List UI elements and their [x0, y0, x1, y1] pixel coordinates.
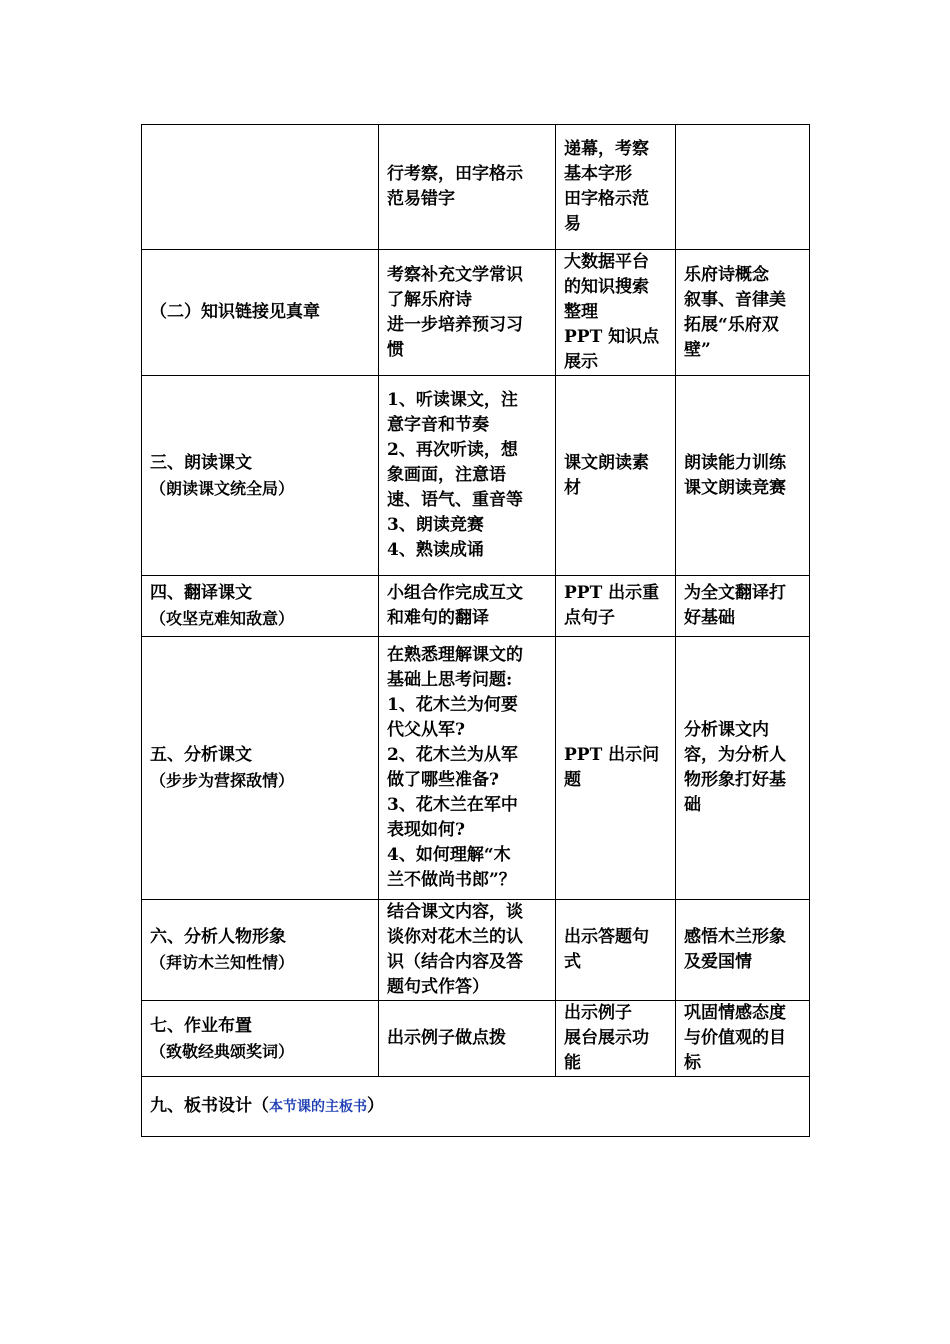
goal-text: 好基础: [684, 608, 735, 628]
media-text: 能: [564, 1053, 581, 1073]
goal-text: 础: [684, 795, 701, 815]
media-text: 出示例子: [564, 1003, 632, 1023]
activity-text: 2、花木兰为从军: [387, 745, 518, 765]
activity-text: 1、听读课文，注: [387, 390, 518, 410]
goal-text: 分析课文内: [684, 720, 769, 740]
table-row: [142, 250, 810, 376]
media-text: 易: [564, 214, 581, 234]
goal-text: 朗读能力训练: [684, 452, 786, 473]
stage-text: 七、作业布置: [150, 1015, 252, 1036]
media-text: 出示答题句: [564, 927, 649, 947]
lesson-plan-table: [141, 124, 810, 1137]
media-cell: [556, 576, 676, 637]
activity-text: 速、语气、重音等: [387, 490, 523, 510]
stage-cell: [142, 125, 379, 250]
stage-cell: [142, 1001, 379, 1077]
stage-text: （二）知识链接见真章: [150, 302, 320, 322]
goal-cell: [676, 1001, 810, 1077]
table-row: [142, 576, 810, 637]
media-text: 题: [564, 770, 581, 790]
media-text: 整理: [564, 302, 598, 322]
goal-text: 课文朗读竞赛: [684, 477, 786, 498]
stage-cell: [142, 900, 379, 1001]
goal-text: 为全文翻译打: [684, 583, 786, 603]
activity-text: 4、如何理解“木: [387, 845, 511, 865]
activity-text: 基础上思考问题:: [387, 670, 513, 690]
media-text: PPT 知识点: [564, 327, 660, 347]
activity-cell: [379, 576, 556, 637]
board-design-cell: [142, 1077, 810, 1137]
table-row: [142, 1001, 810, 1077]
media-cell: [556, 900, 676, 1001]
stage-text: 四、翻译课文: [150, 583, 252, 603]
media-text: 式: [564, 952, 581, 972]
activity-text: 行考察，田字格示: [387, 164, 523, 184]
board-design-row: [142, 1077, 810, 1137]
media-cell: [556, 1001, 676, 1077]
media-text: PPT 出示问: [564, 745, 660, 765]
activity-text: 代父从军?: [387, 720, 465, 740]
goal-cell: [676, 250, 810, 376]
goal-text: 壁”: [684, 339, 711, 360]
goal-text: 及爱国情: [684, 952, 752, 972]
lesson-plan-body: [142, 125, 810, 1077]
stage-text: 六、分析人物形象: [150, 927, 286, 947]
activity-text: 2、再次听读，想: [387, 440, 518, 460]
goal-text: 标: [684, 1053, 701, 1073]
activity-text: 3、花木兰在军中: [387, 795, 518, 815]
activity-cell: [379, 250, 556, 376]
stage-cell: [142, 576, 379, 637]
media-text: 展示: [564, 352, 598, 372]
goal-text: 与价值观的目: [684, 1028, 786, 1048]
stage-text: （步步为营探敌情）: [150, 771, 295, 790]
stage-text: （攻坚克难知敌意）: [150, 609, 295, 628]
stage-text: （致敬经典颂奖词）: [150, 1041, 295, 1061]
activity-text: 出示例子做点拨: [387, 1028, 506, 1048]
stage-cell: [142, 376, 379, 576]
activity-text: 做了哪些准备?: [387, 770, 499, 790]
media-text: 递幕，考察: [564, 139, 649, 159]
activity-cell: [379, 900, 556, 1001]
board-design-close: ）: [367, 1095, 384, 1116]
goal-cell: [676, 576, 810, 637]
activity-text: 了解乐府诗: [387, 289, 472, 310]
table-row: [142, 125, 810, 250]
media-cell: [556, 125, 676, 250]
activity-text: 考察补充文学常识: [387, 264, 523, 285]
table-row: [142, 637, 810, 900]
activity-text: 1、花木兰为何要: [387, 695, 518, 715]
media-cell: [556, 376, 676, 576]
media-text: 大数据平台: [564, 252, 649, 272]
activity-text: 兰不做尚书郎”？: [387, 870, 516, 890]
stage-cell: [142, 637, 379, 900]
activity-text: 惯: [387, 339, 404, 360]
activity-text: 表现如何?: [387, 820, 465, 840]
activity-text: 意字音和节奏: [387, 415, 489, 435]
media-text: PPT 出示重: [564, 583, 660, 603]
activity-text: 4、熟读成诵: [387, 540, 484, 560]
goal-cell: [676, 637, 810, 900]
activity-text: 进一步培养预习习: [387, 314, 523, 335]
media-text: 材: [564, 477, 581, 498]
stage-cell: [142, 250, 379, 376]
activity-text: 3、朗读竞赛: [387, 515, 484, 535]
stage-text: （拜访木兰知性情）: [150, 953, 295, 972]
activity-text: 谈你对花木兰的认: [387, 927, 523, 947]
activity-cell: [379, 637, 556, 900]
board-design-title: 九、板书设计（: [150, 1095, 269, 1116]
board-design-note: 本节课的主板书: [269, 1098, 367, 1115]
stage-text: （朗读课文统全局）: [150, 478, 295, 498]
media-text: 田字格示范: [564, 189, 649, 209]
goal-text: 叙事、音律美: [684, 289, 786, 310]
stage-text: 五、分析课文: [150, 745, 252, 765]
goal-cell: [676, 125, 810, 250]
table-row: [142, 900, 810, 1001]
goal-text: 拓展“乐府双: [684, 314, 779, 335]
activity-cell: [379, 125, 556, 250]
activity-text: 在熟悉理解课文的: [387, 645, 523, 665]
media-cell: [556, 637, 676, 900]
activity-text: 象画面，注意语: [387, 465, 506, 485]
activity-text: 范易错字: [387, 189, 455, 209]
stage-text: 三、朗读课文: [150, 452, 252, 473]
activity-text: 题句式作答）: [387, 977, 489, 997]
goal-cell: [676, 900, 810, 1001]
goal-text: 感悟木兰形象: [684, 927, 786, 947]
media-text: 的知识搜索: [564, 277, 649, 297]
goal-cell: [676, 376, 810, 576]
activity-text: 结合课文内容，谈: [387, 902, 523, 922]
goal-text: 容，为分析人: [684, 745, 786, 765]
goal-text: 乐府诗概念: [684, 264, 769, 285]
media-text: 课文朗读素: [564, 452, 649, 473]
activity-cell: [379, 1001, 556, 1077]
goal-text: 物形象打好基: [684, 770, 786, 790]
activity-cell: [379, 376, 556, 576]
media-text: 展台展示功: [564, 1028, 649, 1048]
media-cell: [556, 250, 676, 376]
table-row: [142, 376, 810, 576]
activity-text: 识（结合内容及答: [387, 952, 523, 972]
media-text: 点句子: [564, 608, 615, 628]
goal-text: 巩固情感态度: [684, 1003, 786, 1023]
media-text: 基本字形: [564, 164, 632, 184]
activity-text: 小组合作完成互文: [387, 583, 523, 603]
activity-text: 和难句的翻译: [387, 608, 489, 628]
